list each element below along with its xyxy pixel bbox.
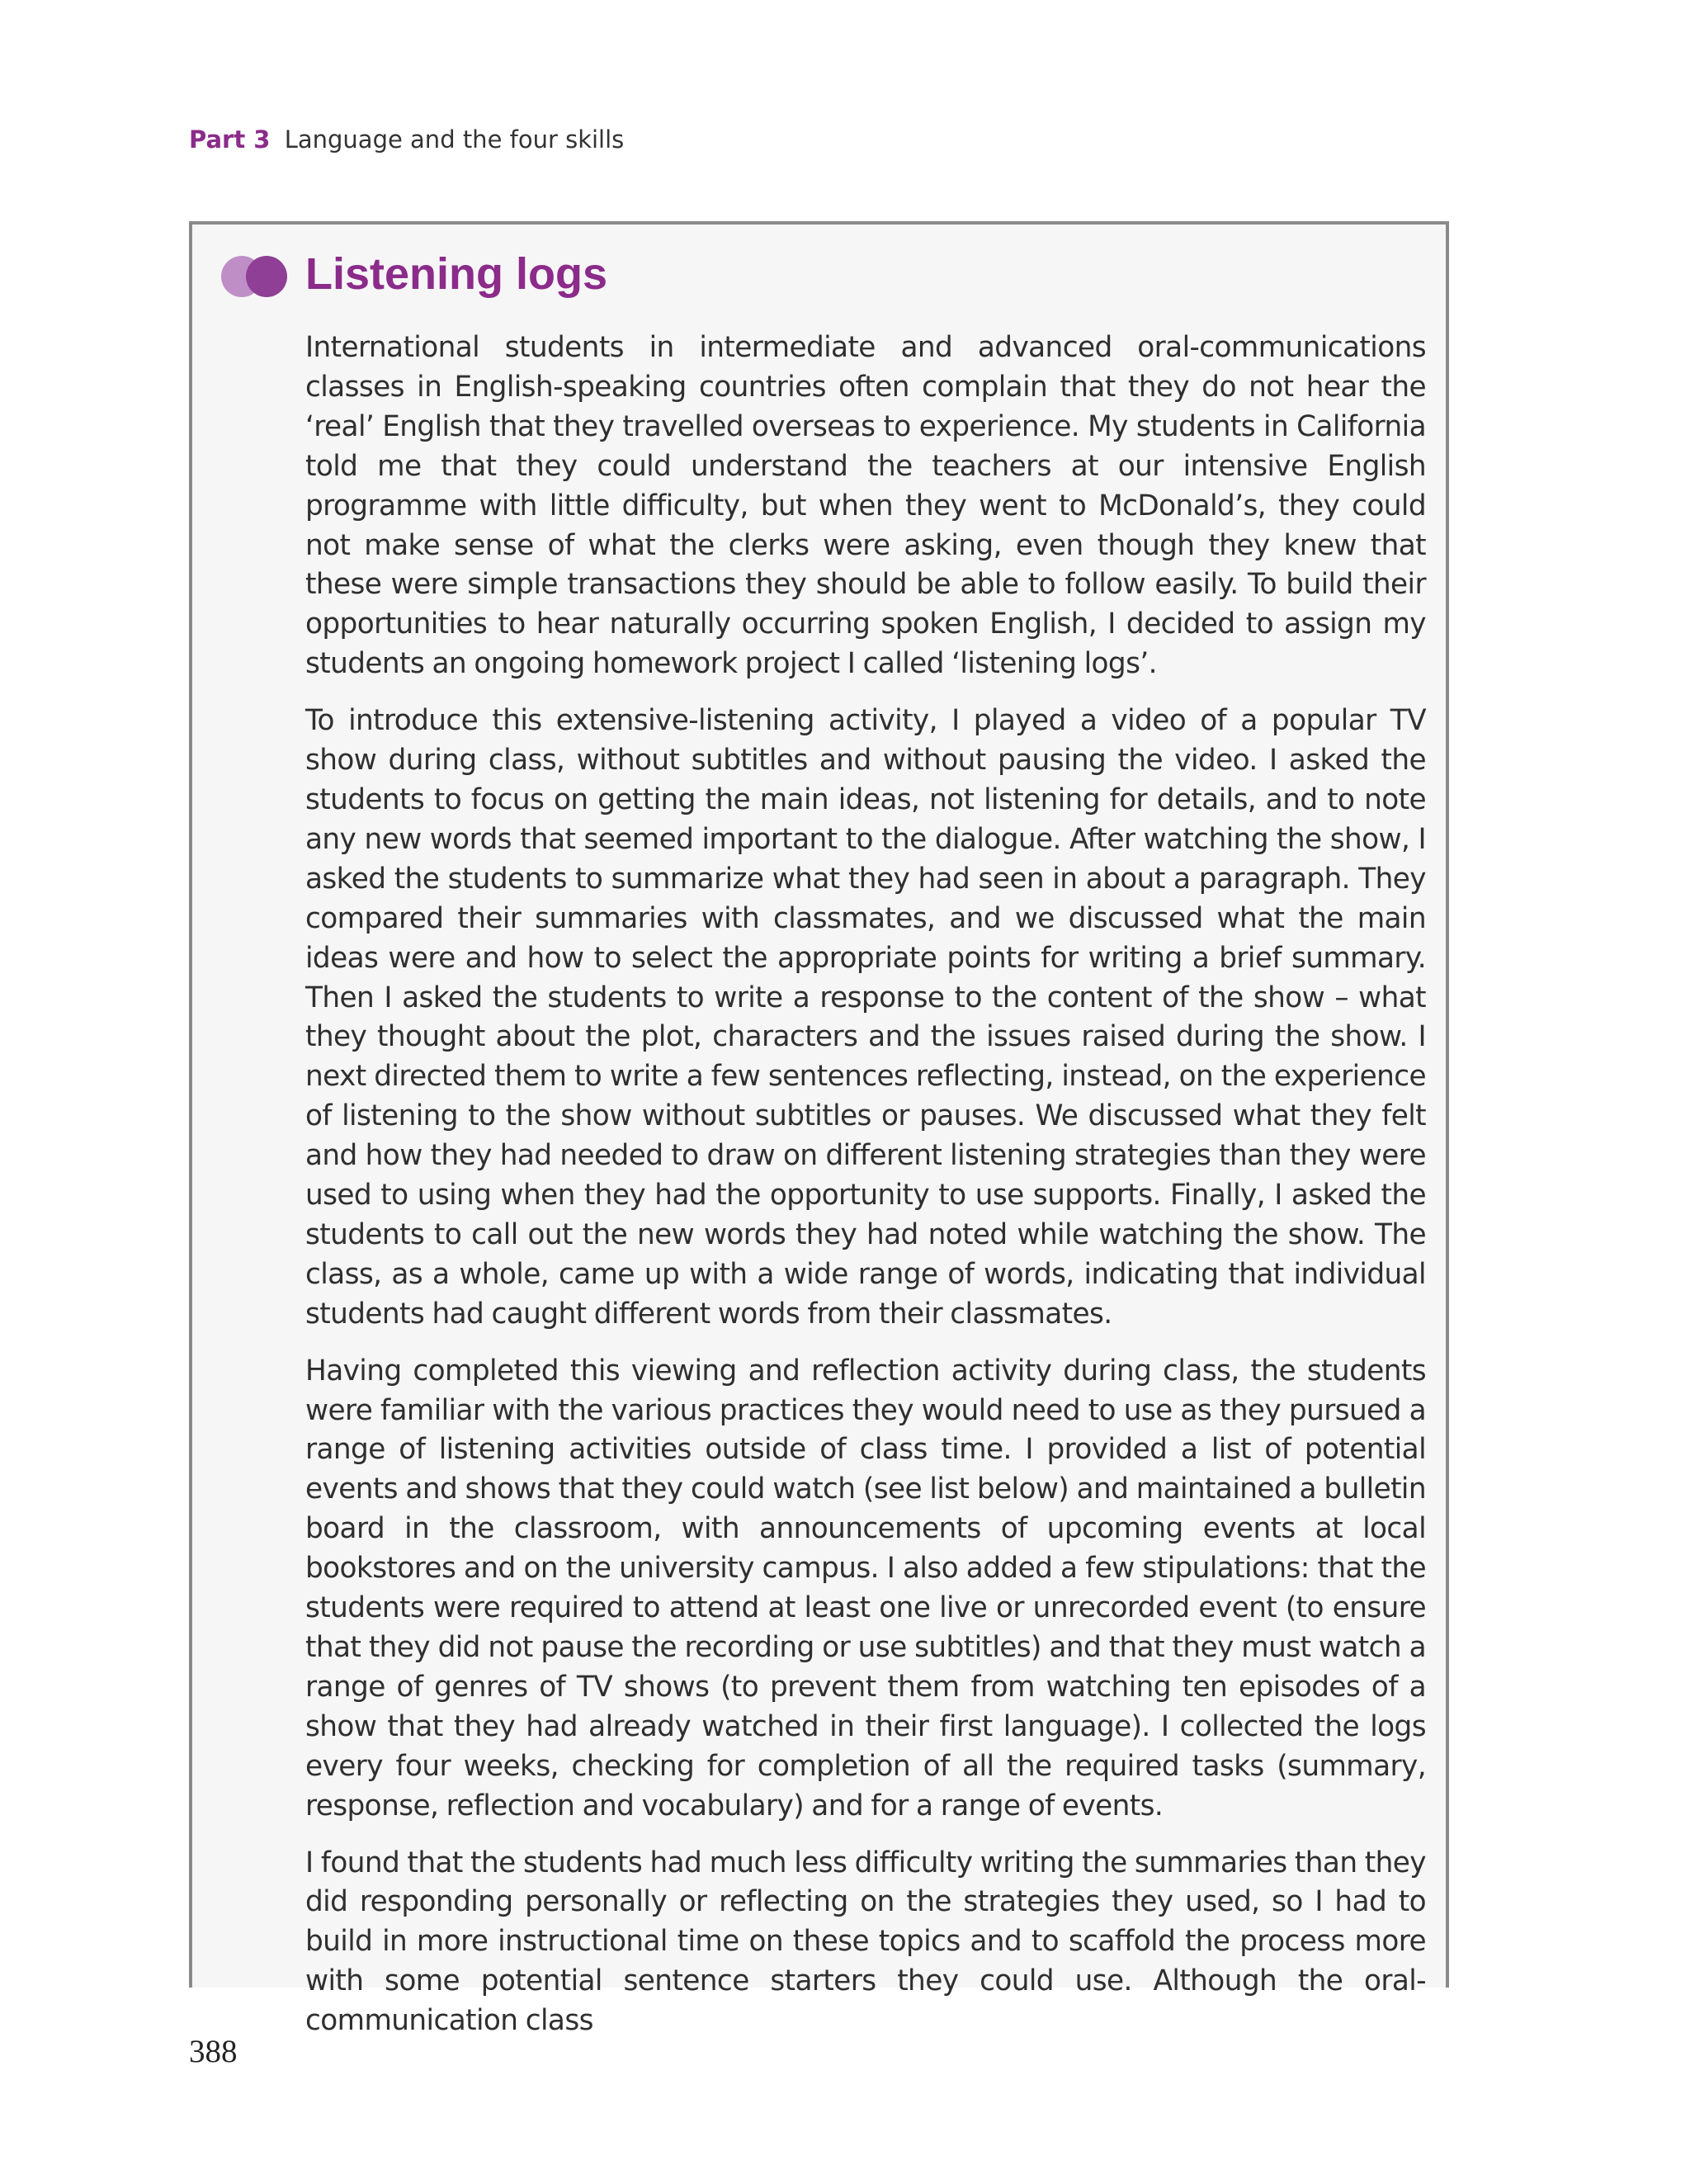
running-head-part: Part 3 <box>189 125 271 154</box>
paragraph: International students in intermediate and advanced oral-communications classes in English-speaking countries often complain that they do not hear the ‘real’ English that they travelled overseas to experience. My students in California told me that they could understand the teachers at our intensive English programme with little difficulty, but when they went to McDonald’s, they could not make sense of what the clerks were asking, even though they knew that these were simple transactions they should be able to follow easily. To build their opportunities to hear naturally occurring spoken English, I decided to assign my students an ongoing homework project I called ‘listening logs’. <box>305 331 1426 681</box>
listening-logs-box <box>189 221 1449 2038</box>
running-head <box>189 125 624 154</box>
paragraph: Having completed this viewing and reflection activity during class, the students were familiar with the various practices they would need to use as they pursued a range of listening activities outside of class time. I provided a list of potential events and shows that they could watch (see list below) and maintained a bulletin board in the classroom, with announcements of upcoming events at local bookstores and on the university campus. I also added a few stipulations: that the students were required to attend at least one live or unrecorded event (to ensure that they did not pause the recording or use subtitles) and that they must watch a range of genres of TV shows (to prevent them from watching ten episodes of a show that they had already watched in their first language). I collected the logs every four weeks, checking for completion of all the required tasks (summary, response, reflection and vocabulary) and for a range of events. <box>305 1354 1426 1822</box>
paragraph: To introduce this extensive-listening activity, I played a video of a popular TV show during class, without subtitles and without pausing the video. I asked the students to focus on getting the main ideas, not listening for details, and to note any new words that seemed important to the dialogue. After watching the show, I asked the students to summarize what they had seen in about a paragraph. They compared their summaries with classmates, and we discussed what the main ideas were and how to select the appropriate points for writing a brief summary. Then I asked the students to write a response to the content of the show – what they thought about the plot, characters and the issues raised during the show. I next directed them to write a few sentences reflecting, instead, on the experience of listening to the show without subtitles or pauses. We discussed what they felt and how they had needed to draw on different listening strategies than they were used to using when they had the opportunity to use supports. Finally, I asked the students to call out the new words they had noted while watching the show. The class, as a whole, came up with a wide range of words, indicating that individual students had caught different words from their classmates. <box>305 704 1426 1331</box>
box-title: Listening logs <box>305 249 608 299</box>
box-body <box>305 329 1426 2059</box>
paragraph: I found that the students had much less difficulty writing the summaries than they did responding personally or reflecting on the strategies they used, so I had to build in more instructional time on these topics and to scaffold the process more with some potential sentence starters they could use. Although the oral-communication class <box>305 1846 1426 2038</box>
page-number: 388 <box>189 2034 238 2069</box>
double-circle-icon <box>220 254 289 299</box>
running-head-title: Language and the four skills <box>284 125 625 154</box>
